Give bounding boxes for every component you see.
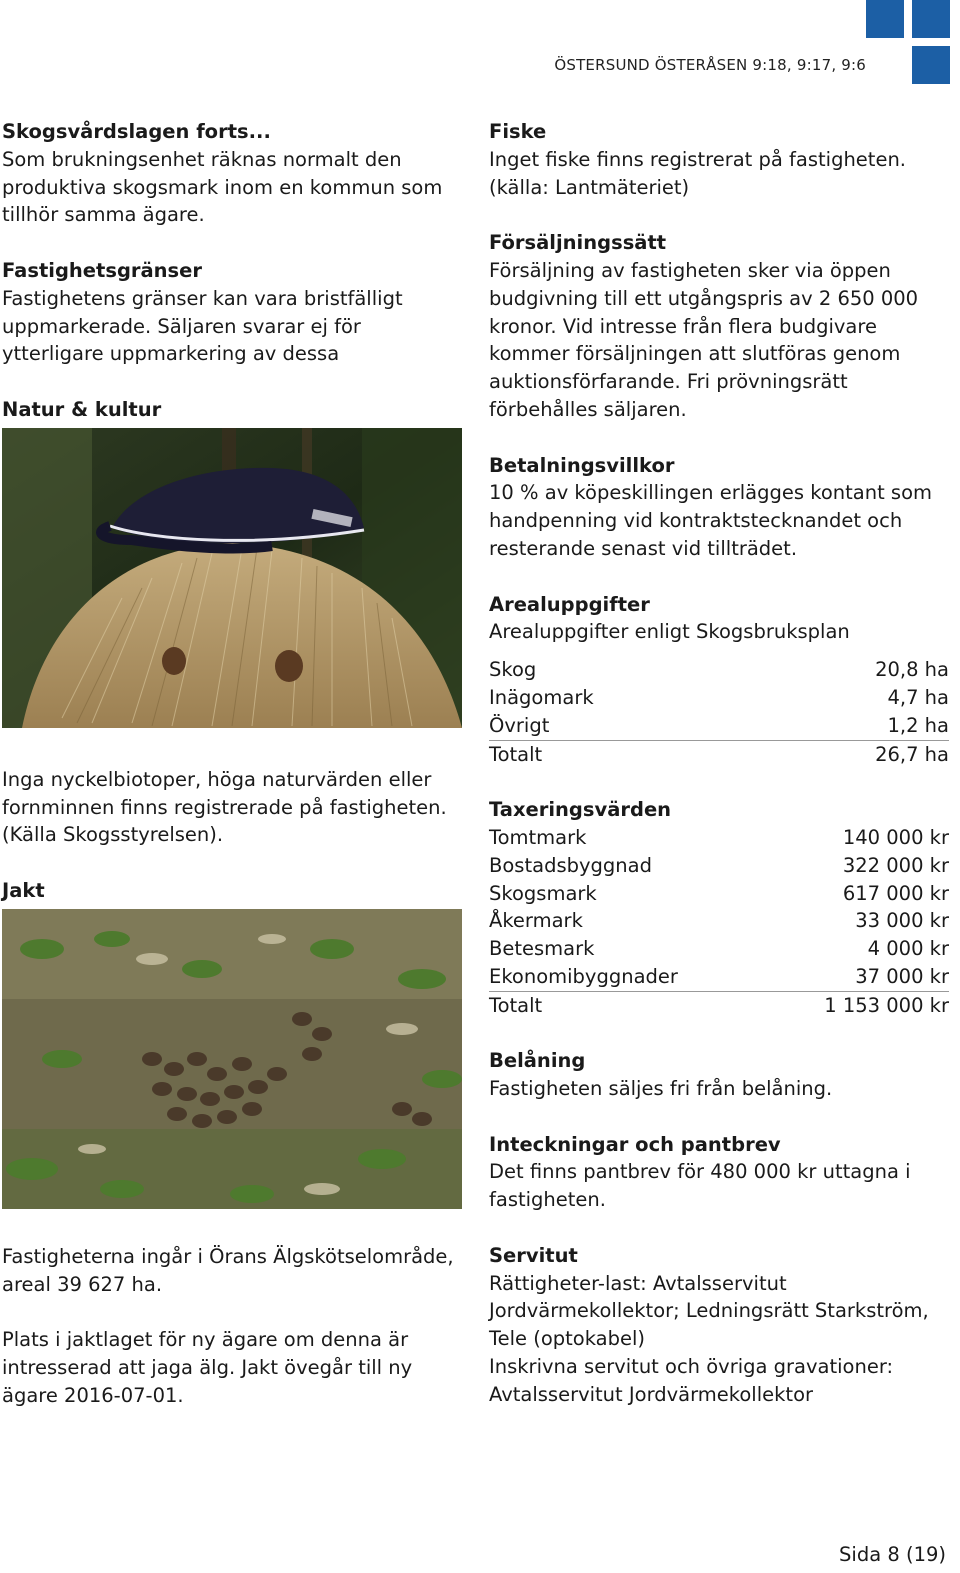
belaning-text: Fastigheten säljes fri från belåning.	[489, 1077, 833, 1101]
fiske-text: Inget fiske finns registrerat på fastigheten. (källa: Lantmäteriet)	[489, 147, 907, 199]
jakt-text-1: Fastigheterna ingår i Örans Älgskötselområde, areal 39 627 ha.	[2, 1244, 454, 1296]
taxering-row: Skogsmark 617 000 kr	[489, 881, 949, 905]
inteckning-text: Det finns pantbrev för 480 000 kr uttagna i fastigheten.	[489, 1160, 911, 1212]
skogsvard-text: Som brukningsenhet räknas normalt den produktiva skogsmark inom en kommun som tillhör samma ägare.	[2, 147, 443, 227]
areal-row: Skog 20,8 ha	[489, 658, 949, 682]
areal-row: Övrigt 1,2 ha	[489, 713, 949, 737]
servitut-text-1: Rättigheter-last: Avtalsservitut	[489, 1271, 787, 1295]
page-header-property: ÖSTERSUND ÖSTERÅSEN 9:18, 9:17, 9:6	[554, 56, 866, 74]
taxering-row: Ekonomibyggnader 37 000 kr	[489, 964, 949, 988]
servitut-text-4: Avtalsservitut Jordvärmekollektor	[489, 1382, 814, 1406]
servitut-heading: Servitut	[489, 1243, 578, 1267]
forsaljning-heading: Försäljningssätt	[489, 231, 667, 255]
photo-moose-droppings	[2, 909, 462, 1209]
jakt-text-2: Plats i jaktlaget för ny ägare om denna är intresserad att jaga älg. Jakt övegår till ny ägare 2016-07-01.	[2, 1328, 413, 1407]
granser-heading: Fastighetsgränser	[2, 258, 203, 282]
logo-block-2	[912, 0, 950, 38]
left-column	[2, 118, 462, 1410]
inteckning-heading: Inteckningar och pantbrev	[489, 1132, 781, 1156]
taxering-row: Betesmark 4 000 kr	[489, 937, 949, 961]
taxering-row: Tomtmark 140 000 kr	[489, 825, 949, 849]
taxering-table	[489, 824, 949, 1020]
taxering-total-row: Totalt 1 153 000 kr	[489, 991, 949, 1020]
betalning-heading: Betalningsvillkor	[489, 453, 675, 477]
logo-block-1	[866, 0, 904, 38]
areal-heading: Arealuppgifter	[489, 592, 650, 616]
jakt-heading: Jakt	[2, 878, 45, 902]
photo-cap-on-grass	[2, 428, 462, 728]
granser-text: Fastighetens gränser kan vara bristfälligt uppmarkerade. Säljaren svarar ej för ytterligare uppmarkering av dessa	[2, 286, 403, 366]
taxering-heading: Taxeringsvärden	[489, 798, 672, 822]
forsaljning-text: Försäljning av fastigheten sker via öppen budgivning till ett utgångspris av 2 650 000 kronor. Vid intresse från flera budgivare kommer försäljningen att slutföras genom auktionsförfarande. Fri prövningsrätt förbehålles säljaren.	[489, 258, 919, 421]
areal-total-row: Totalt 26,7 ha	[489, 740, 949, 769]
areal-table	[489, 656, 949, 768]
areal-text: Arealuppgifter enligt Skogsbruksplan	[489, 620, 850, 644]
taxering-row: Bostadsbyggnad 322 000 kr	[489, 853, 949, 877]
servitut-text-2: Jordvärmekollektor; Ledningsrätt Starkström, Tele (optokabel)	[489, 1299, 929, 1351]
servitut-text-3: Inskrivna servitut och övriga gravationer:	[489, 1355, 894, 1379]
natur-heading: Natur & kultur	[2, 397, 162, 421]
moose-droppings-image	[2, 909, 462, 1209]
right-column	[489, 118, 949, 1409]
page-number: Sida 8 (19)	[839, 1543, 946, 1566]
natur-text: Inga nyckelbiotoper, höga naturvärden eller fornminnen finns registrerade på fastigheten. (Källa Skogsstyrelsen).	[2, 767, 447, 847]
taxering-row: Åkermark 33 000 kr	[489, 909, 949, 933]
skogsvard-heading: Skogsvårdslagen forts...	[2, 120, 271, 143]
betalning-text: 10 % av köpeskillingen erlägges kontant som handpenning vid kontraktstecknandet och resterande senast vid tillträdet.	[489, 481, 933, 560]
cap-on-grass-image	[2, 428, 462, 728]
logo-block-3	[912, 46, 950, 84]
areal-row: Inägomark 4,7 ha	[489, 685, 949, 709]
belaning-heading: Belåning	[489, 1049, 586, 1073]
fiske-heading: Fiske	[489, 120, 547, 143]
